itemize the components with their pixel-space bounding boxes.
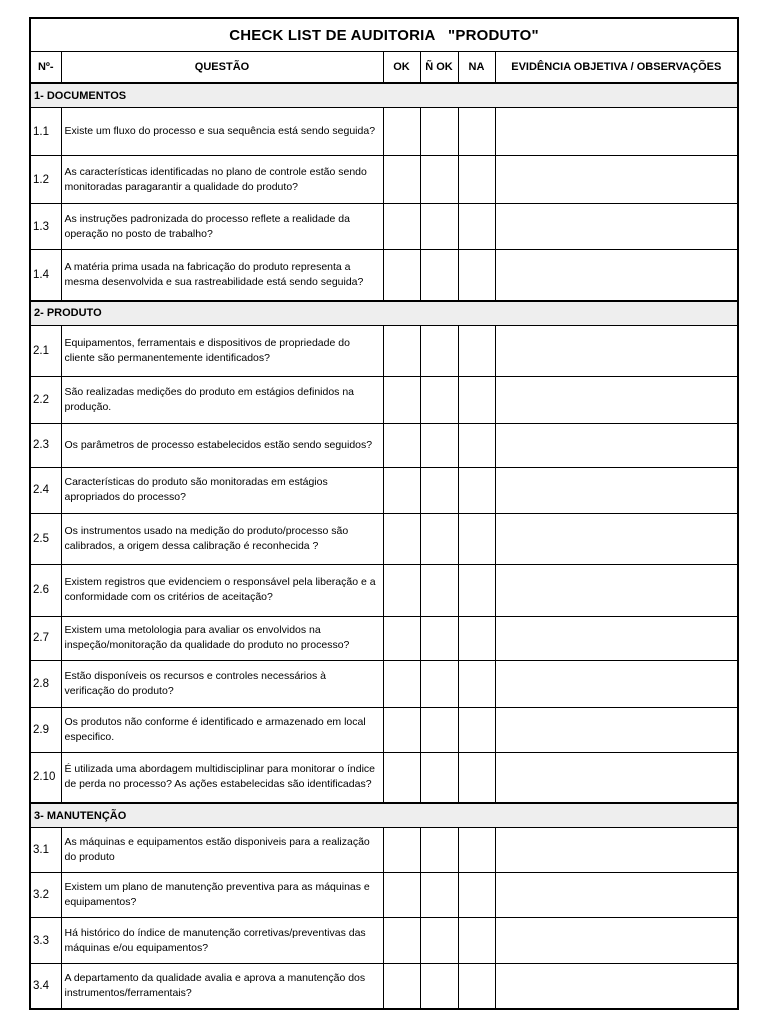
na-checkbox-cell[interactable] <box>458 325 495 376</box>
nok-checkbox-cell[interactable] <box>420 873 458 918</box>
checklist-row <box>30 616 738 660</box>
item-question: As características identificadas no plano de controle estão sendo monitoradas paragarantir a qualidade do produto? <box>61 156 383 204</box>
ok-checkbox-cell[interactable] <box>383 964 420 1009</box>
checklist-row <box>30 376 738 423</box>
section-title: 3- MANUTENÇÃO <box>30 803 738 828</box>
item-number: 2.10 <box>30 752 61 803</box>
section-row <box>30 803 738 828</box>
evidence-field[interactable] <box>495 423 738 467</box>
nok-checkbox-cell[interactable] <box>420 752 458 803</box>
ok-checkbox-cell[interactable] <box>383 918 420 964</box>
item-number: 2.1 <box>30 325 61 376</box>
checklist-row <box>30 964 738 1009</box>
item-number: 1.4 <box>30 250 61 301</box>
evidence-field[interactable] <box>495 467 738 513</box>
ok-checkbox-cell[interactable] <box>383 325 420 376</box>
checklist-row <box>30 204 738 250</box>
evidence-field[interactable] <box>495 828 738 873</box>
checklist-row <box>30 513 738 564</box>
na-checkbox-cell[interactable] <box>458 616 495 660</box>
checklist-row <box>30 423 738 467</box>
item-question: A matéria prima usada na fabricação do produto representa a mesma desenvolvida e sua rastreabilidade está sendo seguida? <box>61 250 383 301</box>
item-number: 2.9 <box>30 707 61 752</box>
item-question: Os instrumentos usado na medição do produto/processo são calibrados, a origem dessa calibração é reconhecida ? <box>61 513 383 564</box>
ok-checkbox-cell[interactable] <box>383 250 420 301</box>
item-question: Equipamentos, ferramentais e dispositivos de propriedade do cliente são permanentemente identificados? <box>61 325 383 376</box>
na-checkbox-cell[interactable] <box>458 376 495 423</box>
na-checkbox-cell[interactable] <box>458 250 495 301</box>
item-question: Existem registros que evidenciem o responsável pela liberação e a conformidade com os critérios de aceitação? <box>61 564 383 616</box>
item-question: Características do produto são monitoradas em estágios apropriados do processo? <box>61 467 383 513</box>
evidence-field[interactable] <box>495 707 738 752</box>
evidence-field[interactable] <box>495 156 738 204</box>
header-num: Nº- <box>30 52 61 84</box>
item-number: 2.6 <box>30 564 61 616</box>
na-checkbox-cell[interactable] <box>458 108 495 156</box>
item-number: 2.5 <box>30 513 61 564</box>
ok-checkbox-cell[interactable] <box>383 707 420 752</box>
item-question: São realizadas medições do produto em estágios definidos na produção. <box>61 376 383 423</box>
nok-checkbox-cell[interactable] <box>420 513 458 564</box>
section-row <box>30 83 738 108</box>
checklist-row <box>30 250 738 301</box>
item-number: 1.3 <box>30 204 61 250</box>
ok-checkbox-cell[interactable] <box>383 156 420 204</box>
item-question: Há histórico do índice de manutenção corretivas/preventivas das máquinas e/ou equipamentos? <box>61 918 383 964</box>
evidence-field[interactable] <box>495 964 738 1009</box>
checklist-row <box>30 467 738 513</box>
item-question: Existem um plano de manutenção preventiva para as máquinas e equipamentos? <box>61 873 383 918</box>
evidence-field[interactable] <box>495 564 738 616</box>
nok-checkbox-cell[interactable] <box>420 467 458 513</box>
nok-checkbox-cell[interactable] <box>420 325 458 376</box>
item-question: Existem uma metolologia para avaliar os envolvidos na inspeção/monitoração da qualidade do produto no processo? <box>61 616 383 660</box>
ok-checkbox-cell[interactable] <box>383 204 420 250</box>
item-number: 2.7 <box>30 616 61 660</box>
evidence-field[interactable] <box>495 250 738 301</box>
header-ok: OK <box>383 52 420 84</box>
nok-checkbox-cell[interactable] <box>420 564 458 616</box>
audit-checklist-table <box>29 17 739 1010</box>
nok-checkbox-cell[interactable] <box>420 204 458 250</box>
checklist-row <box>30 108 738 156</box>
evidence-field[interactable] <box>495 918 738 964</box>
evidence-field[interactable] <box>495 325 738 376</box>
nok-checkbox-cell[interactable] <box>420 660 458 707</box>
item-number: 1.2 <box>30 156 61 204</box>
checklist-row <box>30 828 738 873</box>
item-number: 3.1 <box>30 828 61 873</box>
ok-checkbox-cell[interactable] <box>383 660 420 707</box>
header-evidence: EVIDÊNCIA OBJETIVA / OBSERVAÇÕES <box>495 52 738 84</box>
checklist-row <box>30 156 738 204</box>
na-checkbox-cell[interactable] <box>458 873 495 918</box>
item-number: 2.4 <box>30 467 61 513</box>
na-checkbox-cell[interactable] <box>458 828 495 873</box>
evidence-field[interactable] <box>495 376 738 423</box>
ok-checkbox-cell[interactable] <box>383 752 420 803</box>
nok-checkbox-cell[interactable] <box>420 828 458 873</box>
ok-checkbox-cell[interactable] <box>383 616 420 660</box>
section-title: 1- DOCUMENTOS <box>30 83 738 108</box>
nok-checkbox-cell[interactable] <box>420 707 458 752</box>
na-checkbox-cell[interactable] <box>458 752 495 803</box>
checklist-row <box>30 660 738 707</box>
item-question: Existe um fluxo do processo e sua sequência está sendo seguida? <box>61 108 383 156</box>
na-checkbox-cell[interactable] <box>458 564 495 616</box>
na-checkbox-cell[interactable] <box>458 513 495 564</box>
item-number: 2.2 <box>30 376 61 423</box>
section-row <box>30 301 738 326</box>
section-title: 2- PRODUTO <box>30 301 738 326</box>
evidence-field[interactable] <box>495 108 738 156</box>
na-checkbox-cell[interactable] <box>458 423 495 467</box>
checklist-row <box>30 564 738 616</box>
evidence-field[interactable] <box>495 660 738 707</box>
na-checkbox-cell[interactable] <box>458 467 495 513</box>
item-number: 1.1 <box>30 108 61 156</box>
item-question: A departamento da qualidade avalia e aprova a manutenção dos instrumentos/ferramentais? <box>61 964 383 1009</box>
nok-checkbox-cell[interactable] <box>420 376 458 423</box>
evidence-field[interactable] <box>495 873 738 918</box>
nok-checkbox-cell[interactable] <box>420 616 458 660</box>
checklist-row <box>30 918 738 964</box>
ok-checkbox-cell[interactable] <box>383 423 420 467</box>
nok-checkbox-cell[interactable] <box>420 156 458 204</box>
na-checkbox-cell[interactable] <box>458 918 495 964</box>
item-number: 3.2 <box>30 873 61 918</box>
item-question: Os produtos não conforme é identificado e armazenado em local especifico. <box>61 707 383 752</box>
item-question: As máquinas e equipamentos estão disponiveis para a realização do produto <box>61 828 383 873</box>
item-question: É utilizada uma abordagem multidisciplinar para monitorar o índice de perda no processo? As ações estabelecidas são identificadas? <box>61 752 383 803</box>
item-question: Os parâmetros de processo estabelecidos estão sendo seguidos? <box>61 423 383 467</box>
checklist-row <box>30 707 738 752</box>
ok-checkbox-cell[interactable] <box>383 828 420 873</box>
nok-checkbox-cell[interactable] <box>420 918 458 964</box>
item-question: Estão disponíveis os recursos e controles necessários à verificação do produto? <box>61 660 383 707</box>
header-na: NA <box>458 52 495 84</box>
checklist-row <box>30 325 738 376</box>
nok-checkbox-cell[interactable] <box>420 250 458 301</box>
na-checkbox-cell[interactable] <box>458 204 495 250</box>
item-number: 3.3 <box>30 918 61 964</box>
evidence-field[interactable] <box>495 513 738 564</box>
nok-checkbox-cell[interactable] <box>420 423 458 467</box>
ok-checkbox-cell[interactable] <box>383 513 420 564</box>
checklist-row <box>30 752 738 803</box>
ok-checkbox-cell[interactable] <box>383 873 420 918</box>
evidence-field[interactable] <box>495 752 738 803</box>
header-question: QUESTÃO <box>61 52 383 84</box>
na-checkbox-cell[interactable] <box>458 156 495 204</box>
evidence-field[interactable] <box>495 204 738 250</box>
ok-checkbox-cell[interactable] <box>383 467 420 513</box>
ok-checkbox-cell[interactable] <box>383 564 420 616</box>
header-row <box>30 52 738 84</box>
na-checkbox-cell[interactable] <box>458 660 495 707</box>
item-number: 2.3 <box>30 423 61 467</box>
item-number: 2.8 <box>30 660 61 707</box>
page-title: CHECK LIST DE AUDITORIA "PRODUTO" <box>30 18 738 52</box>
na-checkbox-cell[interactable] <box>458 964 495 1009</box>
header-nok: Ñ OK <box>420 52 458 84</box>
nok-checkbox-cell[interactable] <box>420 964 458 1009</box>
na-checkbox-cell[interactable] <box>458 707 495 752</box>
checklist-row <box>30 873 738 918</box>
ok-checkbox-cell[interactable] <box>383 376 420 423</box>
nok-checkbox-cell[interactable] <box>420 108 458 156</box>
item-question: As instruções padronizada do processo reflete a realidade da operação no posto de trabalho? <box>61 204 383 250</box>
evidence-field[interactable] <box>495 616 738 660</box>
item-number: 3.4 <box>30 964 61 1009</box>
ok-checkbox-cell[interactable] <box>383 108 420 156</box>
